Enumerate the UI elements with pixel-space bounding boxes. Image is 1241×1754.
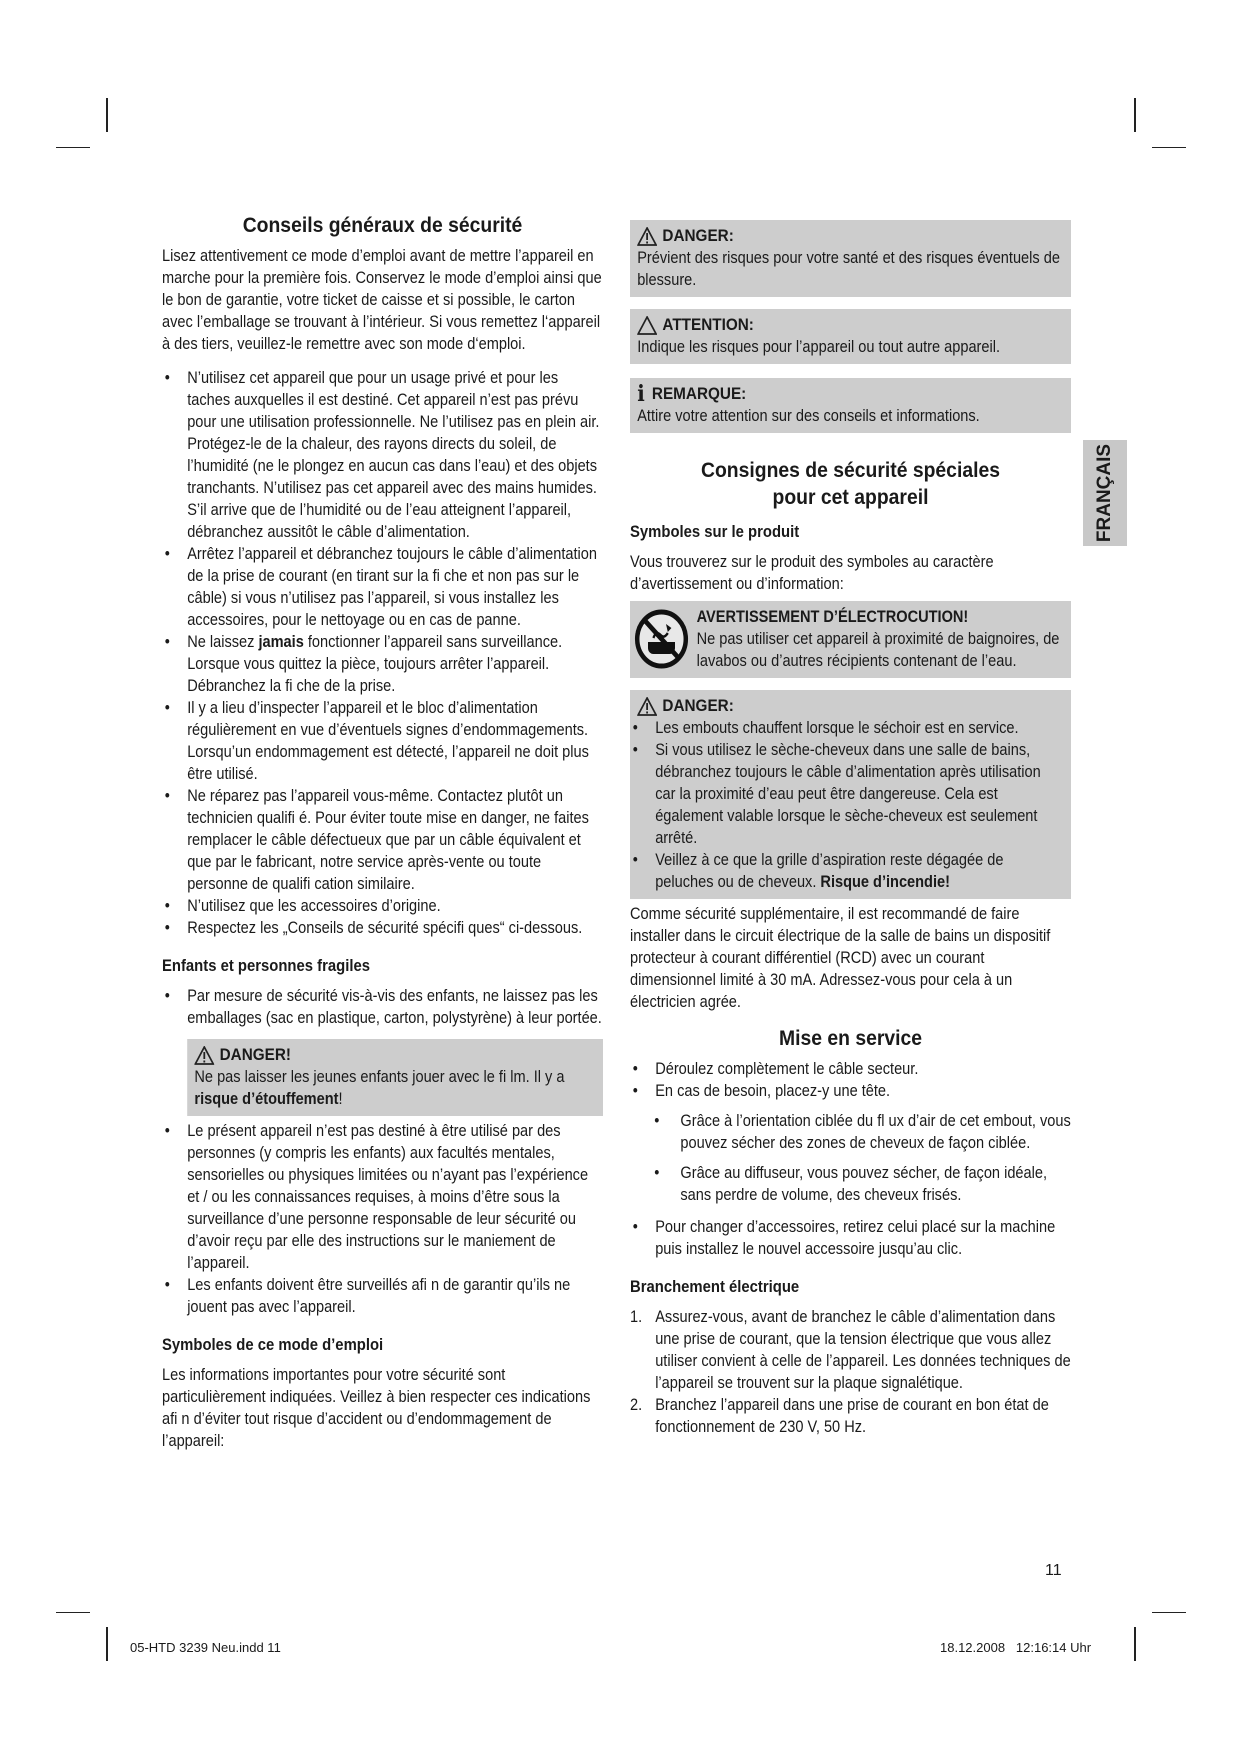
footer-file-name: 05-HTD 3239 Neu.indd 11 — [130, 1640, 281, 1655]
heading-children: Enfants et personnes fragiles — [162, 957, 370, 975]
warning-triangle-icon — [637, 697, 657, 716]
mise-list-2 — [630, 1216, 1071, 1260]
text-segment: fonctionner l’appareil sans surveillance. Lorsque vous quittez la pièce, toujours arrêter l’appareil. Débranchez la fi che de la prise. — [187, 633, 563, 695]
heading-electrical-connection: Branchement électrique — [630, 1278, 800, 1296]
danger-box-title: DANGER! — [219, 1045, 292, 1064]
list-item: • N’utilisez que les accessoires d’origine. — [162, 895, 603, 917]
remarque-legend-title: REMARQUE: — [651, 384, 747, 403]
list-item: • Grâce au diffuseur, vous pouvez sécher, de façon idéale, sans perdre de volume, des cheveux frisés. — [652, 1162, 1071, 1206]
step-text: Assurez-vous, avant de branchez le câble d’alimentation dans une prise de courant, que la tension électrique que vous allez utiliser convient à celle de l’appareil. Les données techniques de l’appareil se trouvent sur la plaque signalétique. — [655, 1308, 1071, 1392]
children-list-2 — [162, 1120, 603, 1318]
list-item: • Ne réparez pas l’appareil vous-même. Contactez plutôt un technicien qualifi é. Pour éviter toute mise en danger, ne faites remplacer le câble défectueux que par un câble équivalent et que par le fabricant, notre service après-vente ou toute personne de qualifi cation similaire. — [162, 785, 603, 895]
crop-mark — [106, 1627, 108, 1661]
step-number: 1. — [630, 1308, 643, 1326]
list-item — [630, 849, 1064, 893]
section-title-general-safety: Conseils généraux de sécurité — [242, 213, 523, 237]
warning-triangle-icon — [194, 1046, 214, 1065]
footer-timestamp: 18.12.2008 12:16:14 Uhr — [940, 1640, 1092, 1655]
danger-box-film — [187, 1039, 603, 1116]
crop-mark — [106, 98, 108, 132]
heading-product-symbols: Symboles sur le produit — [630, 523, 800, 541]
language-label: FRANÇAIS — [1094, 443, 1115, 543]
danger-legend-text: Prévient des risques pour votre santé et des risques éventuels de blessure. — [637, 249, 1060, 289]
rcd-paragraph: Comme sécurité supplémentaire, il est recommandé de faire installer dans le circuit électrique de la salle de bains un dispositif protecteur à courant différentiel (RCD) avec un courant dimensionnel limité à 30 mA. Adressez-vous pour cela à un électricien agrée. — [630, 905, 1051, 1011]
list-item: • Les embouts chauffent lorsque le séchoir est en service. — [630, 717, 1064, 739]
danger-box-title: DANGER: — [662, 696, 734, 715]
crop-mark — [1152, 1612, 1186, 1613]
emphasis-jamais: jamais — [258, 633, 304, 651]
remarque-legend-text: Attire votre attention sur des conseils et informations. — [637, 407, 980, 425]
text-segment: Veillez à ce que la grille d’aspiration reste dégagée de peluches ou de cheveux. — [655, 851, 1004, 891]
list-item: • Déroulez complètement le câble secteur. — [630, 1058, 1071, 1080]
danger-legend-title: DANGER: — [662, 226, 734, 245]
list-item: • Par mesure de sécurité vis-à-vis des enfants, ne laissez pas les emballages (sac en plastique, carton, polystyrène) à leur portée. — [162, 985, 603, 1029]
electrocution-warning-box — [630, 601, 1071, 678]
product-symbols-paragraph: Vous trouverez sur le produit des symboles au caractère d’avertissement ou d’information: — [630, 553, 994, 593]
text-segment: Ne laissez — [187, 633, 259, 651]
numbered-item — [630, 1394, 1071, 1438]
caution-triangle-icon — [637, 316, 657, 335]
right-column — [630, 220, 1071, 1438]
list-item: • Arrêtez l’appareil et débranchez toujours le câble d’alimentation de la prise de courant (en tirant sur la fi che et non pas sur le câble) si vous n’utilisez pas l’appareil, si vous installez les accessoires, pour le nettoyage ou en cas de panne. — [162, 543, 603, 631]
children-list — [162, 985, 603, 1029]
list-item: • Respectez les „Conseils de sécurité spécifi ques“ ci-dessous. — [162, 917, 603, 939]
list-item: • Il y a lieu d’inspecter l’appareil et le bloc d’alimentation régulièrement en vue d’éventuels signes d’endommagements. Lorsqu’un endommagement est détecté, l’appareil ne doit plus être utilisé. — [162, 697, 603, 785]
list-item: • En cas de besoin, placez-y une tête. — [630, 1080, 1071, 1102]
attention-legend-box — [630, 309, 1071, 364]
safety-list — [162, 367, 603, 939]
danger-box-hair-dryer — [630, 690, 1071, 899]
remarque-legend-box — [630, 378, 1071, 433]
list-item: • Les enfants doivent être surveillés afi n de garantir qu’ils ne jouent pas avec l’appareil. — [162, 1274, 603, 1318]
intro-paragraph: Lisez attentivement ce mode d’emploi avant de mettre l’appareil en marche pour la première fois. Conservez le mode d’emploi ainsi que le bon de garantie, votre ticket de caisse et si possible, le carton avec l’emballage se trouvant à l’intérieur. Si vous remettez l‘appareil à des tiers, veuillez-le remettre avec son mode d‘emploi. — [162, 247, 602, 353]
crop-mark — [1134, 98, 1136, 132]
danger-box-text — [194, 1066, 595, 1110]
section-title-mise-en-service: Mise en service — [778, 1026, 923, 1050]
list-item: • N’utilisez cet appareil que pour un usage privé et pour les taches auxquelles il est destiné. Cet appareil n’est pas prévu pour une utilisation professionnelle. Ne l’utilisez pas en plein air. Protégez-le de la chaleur, des rayons directs du soleil, de l’humidité (ne le plongez en aucun cas dans l’eau) et des objets tranchants. N’utilisez pas cet appareil avec des mains humides. S’il arrive que de l’humidité ou de l’eau atteignent l’appareil, débranchez aussitôt le câble d’alimentation. — [162, 367, 603, 543]
mise-list — [630, 1058, 1071, 1102]
list-item: • Le présent appareil n’est pas destiné à être utilisé par des personnes (y compris les enfants) aux facultés mentales, sensorielles ou physiques limitées ou n’ayant pas l’expérience et / ou les connaissances requises, à moins d’être sous la surveillance d’une personne responsable de leur sécurité ou d’avoir reçu par elle des instructions sur le maniement de l’appareil. — [162, 1120, 603, 1274]
page-number: 11 — [1045, 1562, 1062, 1579]
info-icon: i — [637, 381, 645, 407]
step-number: 2. — [630, 1396, 643, 1414]
crop-mark — [1134, 1627, 1136, 1661]
text-segment: Ne pas laisser les jeunes enfants jouer avec le fi lm. Il y a — [194, 1068, 565, 1086]
list-item: • Grâce à l’orientation ciblée du fl ux d’air de cet embout, vous pouvez sécher des zones de cheveux de façon ciblée. — [652, 1110, 1071, 1154]
list-item: • Pour changer d’accessoires, retirez celui placé sur la machine puis installez le nouvel accessoire jusqu’au clic. — [630, 1216, 1071, 1260]
step-text: Branchez l’appareil dans une prise de courant en bon état de fonctionnement de 230 V, 50 Hz. — [655, 1396, 1049, 1436]
mise-sublist — [652, 1110, 1071, 1206]
language-side-tab — [1083, 440, 1127, 546]
danger-list — [630, 717, 1064, 893]
crop-mark — [1152, 147, 1186, 148]
warning-triangle-icon — [637, 227, 657, 246]
section-title-special-1: Consignes de sécurité spéciales — [701, 458, 1000, 482]
text-segment: ! — [338, 1090, 343, 1108]
electrocution-title: AVERTISSEMENT D’ÉLECTROCUTION! — [696, 608, 969, 626]
heading-manual-symbols: Symboles de ce mode d’emploi — [162, 1336, 384, 1354]
list-item: • Si vous utilisez le sèche-cheveux dans une salle de bains, débranchez toujours le câble d’alimentation après utilisation car la proximité d’eau peut être dangereuse. Cela est également valable lorsque le sèche-cheveux est seulement arrêté. — [630, 739, 1064, 849]
list-item — [162, 631, 603, 697]
attention-legend-text: Indique les risques pour l’appareil ou tout autre appareil. — [637, 338, 1001, 356]
left-column — [162, 212, 603, 1452]
crop-mark — [56, 1612, 90, 1613]
electrocution-text: Ne pas utiliser cet appareil à proximité de baignoires, de lavabos ou d’autres récipients contenant de l’eau. — [696, 630, 1060, 670]
attention-legend-title: ATTENTION: — [662, 315, 754, 334]
numbered-item — [630, 1306, 1071, 1394]
connection-steps — [630, 1306, 1071, 1438]
no-water-bath-icon — [634, 608, 690, 670]
emphasis-suffocation: risque d’étouffement — [194, 1090, 339, 1108]
symbols-paragraph: Les informations importantes pour votre sécurité sont particulièrement indiquées. Veillez à bien respecter ces indications afi n d’éviter tout risque d’accident ou d’endommagement de l’appareil: — [162, 1366, 591, 1450]
section-title-special-2: pour cet appareil — [772, 485, 929, 509]
danger-legend-box — [630, 220, 1071, 297]
crop-mark — [56, 147, 90, 148]
emphasis-fire-risk: Risque d’incendie! — [820, 873, 950, 891]
